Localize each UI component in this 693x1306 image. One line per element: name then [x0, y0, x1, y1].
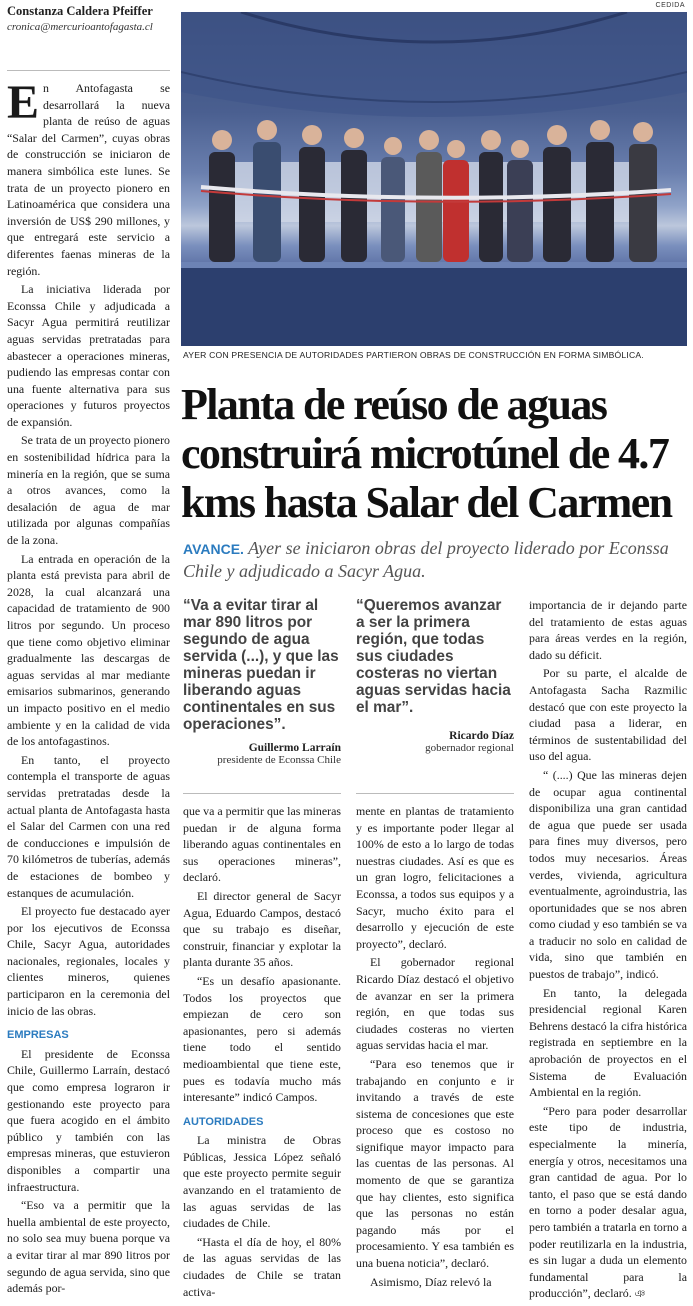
headline-line-1: Planta de reúso de aguas — [181, 380, 607, 429]
photo-credit: CEDIDA — [655, 2, 685, 9]
quote-author: Ricardo Díaz — [449, 730, 514, 742]
paragraph: Por su parte, el alcalde de Antofagasta Sacha Razmilic destacó que con este proyecto la ciudad pasa a liderar, en términos de sustentabilidad del uso del agua. — [529, 666, 687, 764]
paragraph: mente en plantas de tratamiento y es importante poder llegar al 100% de esto a lo largo de todas nuestras ciudades. Así es que es un gran logro, felicitaciones a Econssa, a todos sus equipos y a Sacyr, mucho éxito para el desarrollo y ejecución de este proyecto”, declaró. — [356, 804, 514, 951]
quote-divider — [356, 793, 514, 794]
pull-quote-diaz — [356, 597, 514, 754]
paragraph: “Es un desafío apasionante. Todos los proyectos que empiezan de cero son apasionantes, pero si además tiene todo el sentido medioambiental que tiene este, pues es todavía mucho más interesante” indicó Campos. — [183, 973, 341, 1105]
deck-tag: AVANCE. — [183, 541, 244, 557]
paragraph: “Pero para poder desarrollar este tipo de industria, especialmente la minería, energía y otros, necesitamos una gran cantidad de agua. Por lo tanto, el paso que se está dando en torno a poder desalar agua, pero también a tratarla en torno a poder reutilizarla en la industria, es sin lugar a duda un elemento fundamental para la producción”, declaró. ঞ — [529, 1103, 687, 1301]
quote-divider — [183, 793, 341, 794]
paragraph: El director general de Sacyr Agua, Eduardo Campos, destacó que su trabajo es diseñar, construir, financiar y explotar la planta durante 35 años. — [183, 888, 341, 970]
paragraph: importancia de ir dejando parte del tratamiento de estas aguas para áreas verdes en la región, dado su déficit. — [529, 598, 687, 662]
author-email: cronica@mercurioantofagasta.cl — [7, 21, 153, 33]
headline — [181, 380, 691, 527]
paragraph: “ (....) Que las mineras dejen de ocupar agua continental disponibiliza una gran cantidad de agua que puede ser usada para fines muy diversos, pero todos muy necesarios. Áreas verdes, vivienda, agricultura eventualmente, agroindustria, las oportunidades que se nos abren como ciudad y eso también se va a traducir no solo en calidad de vida, sino que también en puestos de trabajo”, indicó. — [529, 767, 687, 982]
quote-author: Guillermo Larraín — [248, 742, 341, 754]
article-column-1 — [7, 76, 170, 1299]
paragraph: que va a permitir que las mineras puedan ir de alguna forma liberando aguas continentales en sus operaciones mineras”, declaró. — [183, 804, 341, 885]
end-of-article-mark: ঞ — [634, 1289, 646, 1301]
paragraph: La ministra de Obras Públicas, Jessica López señaló que este proyecto permite seguir avanzando en el tratamiento de las aguas servidas de las ciudades de Chile. — [183, 1133, 341, 1231]
byline-divider — [7, 70, 170, 71]
paragraph: “Para eso tenemos que ir trabajando en conjunto e ir invitando a través de este sistema de concesiones que este proceso que es costoso no signifique mayor impacto para las cuentas de las personas. Al momento de que se garantiza que hay clientes, esto significa que las personas no están pagando más por el procesamiento. Y esa también es una buena noticia”, declaró. — [356, 1056, 514, 1271]
paragraph: El proyecto fue destacado ayer por los ejecutivos de Econssa Chile, Sacyr Agua, autoridades nacionales, regionales, locales y clientes mineros, quienes participaron en la ceremonia del inicio de las obras. — [7, 904, 170, 1018]
quote-author-role: presidente de Econssa Chile — [217, 754, 341, 766]
paragraph: Asimismo, Díaz relevó la — [370, 1274, 492, 1289]
drop-cap: E — [7, 76, 40, 129]
article-column-3 — [356, 803, 514, 1292]
paragraph: En tanto, el proyecto contempla el transporte de aguas servidas pretratadas desde la actual planta de Antofagasta hasta el Salar del Carmen con una red de conducciones e impulsión de 70 kilómetros de tuberías, además de estaciones de bombeo y estanques de acumulación. — [7, 752, 170, 900]
paragraph: En tanto, la delegada presidencial regional Karen Behrens destacó la cifra histórica registrada en septiembre en la aprobación de proyectos en el Sistema de Evaluación Ambiental en la región. — [529, 985, 687, 1100]
paragraph: El gobernador regional Ricardo Díaz destacó el objetivo de avanzar en ser la primera región, en que todas sus ciudades costeras no vierten aguas servidas hacia el mar. — [356, 955, 514, 1053]
deck — [183, 537, 683, 582]
pull-quote-larrain — [183, 597, 341, 766]
author-name: Constanza Caldera Pfeiffer — [7, 4, 153, 18]
subheading-autoridades: AUTORIDADES — [183, 1115, 264, 1128]
subheading-empresas: EMPRESAS — [7, 1029, 69, 1042]
paragraph: El presidente de Econssa Chile, Guillermo Larraín, destacó que como empresa lograron ir gestionando este proyecto para que fuera acogido en el ámbito público y también con las empresas mineras, que estuvieron disponibles a compartir una infraestructura. — [7, 1046, 170, 1194]
paragraph: “Hasta el día de hoy, el 80% de las aguas servidas de las ciudades de Chile se tratan activa- — [183, 1234, 341, 1299]
paragraph: La iniciativa liderada por Econssa Chile y adjudicada a Sacyr Agua permitirá reutilizar aguas servidas pretratadas para abastecer a operaciones mineras, pudiendo las empresas contar con una fuente alternativa para sus operaciones y futuros proyectos de expansión. — [7, 282, 170, 429]
paragraph: “Eso va a permitir que la huella ambiental de este proyecto, no solo sea muy buena porque va a evitar tirar al mar 890 litros por segundo de agua servida, sino que además por- — [7, 1198, 170, 1296]
ceremony-illustration — [181, 12, 687, 346]
lead-paragraph: En Antofagasta se desarrollará la nueva planta de reúso de aguas “Salar del Carmen”, cuyas obras de construcción se iniciaron de manera simbólica este lunes. Se trata de un proyecto pionero en Latinoamérica que considera una inversión de US$ 290 millones, y que entregará este servicio a diferentes faenas mineras de la región. — [7, 76, 170, 278]
quote-author-role: gobernador regional — [425, 742, 514, 754]
headline-line-2: construirá microtúnel de 4.7 — [181, 429, 669, 478]
article-column-4 — [529, 597, 687, 1306]
paragraph: La entrada en operación de la planta está prevista para abril de 2028, la cual alcanzará una capacidad de tratamiento de 900 litros por segundo. Un proceso que tiene como objetivo eliminar gradualmente las descargas de aguas servidas al mar mediante emisarios submarinos, generando un impacto positivo en el medio ambiente y en la calidad de vida de los antofagastinos. — [7, 551, 170, 749]
article-column-2 — [183, 803, 341, 1302]
paragraph: Se trata de un proyecto pionero en sostenibilidad hídrica para la minería en la región, que se suma a otros avances, como la desalación de agua de mar utilizada por algunas compañías de la zona. — [7, 433, 170, 548]
headline-line-3: kms hasta Salar del Carmen — [181, 478, 672, 527]
quote-text: “Queremos avanzar a ser la primera región, que todas sus ciudades costeras no viertan aguas servidas hacia el mar”. — [356, 597, 511, 716]
quote-text: “Va a evitar tirar al mar 890 litros por segundo de agua servida (...), y que las mineras puedan ir liberando aguas continentales en sus operaciones”. — [183, 597, 339, 733]
photo-caption: AYER CON PRESENCIA DE AUTORIDADES PARTIERON OBRAS DE CONSTRUCCIÓN EN FORMA SIMBÓLICA. — [183, 350, 644, 360]
ceremony-photo — [181, 12, 687, 346]
deck-text: Ayer se iniciaron obras del proyecto liderado por Econssa Chile y adjudicado a Sacyr Agua. — [183, 538, 669, 581]
